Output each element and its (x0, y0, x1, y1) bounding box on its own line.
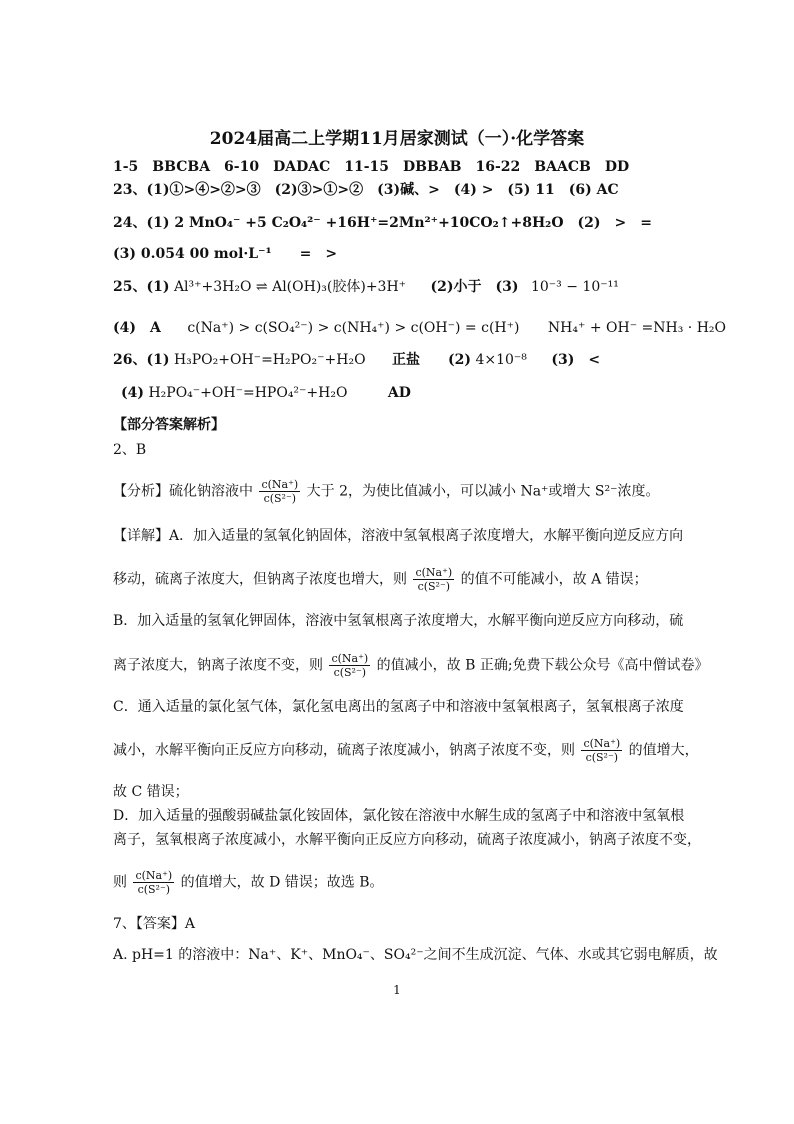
ratio-denominator: c(S²⁻) (585, 751, 619, 764)
q25-4-prefix: (4) A (113, 320, 161, 336)
q26-4-answer: AD (387, 385, 411, 401)
q25-prefix: 25、(1) (113, 279, 170, 295)
q23-answers: 23、(1)①>④>②>③ (2)③>①>② (3)碱、> (4) > (5) 11 (6) AC (113, 182, 619, 198)
concentration-ratio (413, 566, 454, 593)
q26-answers-line2 (121, 383, 411, 403)
q25-hydrolysis-equation: Al³⁺+3H₂O ⇌ Al(OH)₃(胶体)+3H⁺ (173, 279, 407, 295)
concentration-ratio (259, 478, 300, 505)
concentration-ratio (133, 869, 174, 896)
q26-4-equation: H₂PO₄⁻+OH⁻=HPO₄²⁻+H₂O (148, 385, 348, 401)
q26-equation: H₃PO₂+OH⁻=H₂PO₂⁻+H₂O (173, 352, 366, 368)
concentration-ratio (581, 737, 622, 764)
option-b-line2 (113, 652, 709, 679)
option-c-text2: 的值增大， (628, 742, 699, 759)
option-d-line1: D．加入适量的强酸弱碱盐氯化铵固体，氯化铵在溶液中水解生成的氢离子中和溶液中氢氧根 (113, 808, 685, 824)
q7-answer: 7、【答案】A (113, 916, 196, 932)
q2-analysis (113, 478, 659, 505)
ratio-numerator: c(Na⁺) (583, 737, 621, 750)
analysis-text-b: 大于 2，为使比值减小，可以减小 Na⁺或增大 S²⁻浓度。 (306, 483, 660, 500)
option-c-line3: 故 C 错误； (113, 784, 189, 800)
ratio-denominator: c(S²⁻) (417, 580, 451, 593)
q26-part3: (3) < (551, 352, 601, 368)
detail-a-line1: 【详解】A．加入适量的氢氧化钠固体，溶液中氢氧根离子浓度增大，水解平衡向逆反应方向 (113, 528, 684, 544)
q26-answers-line1 (113, 350, 600, 370)
option-b-text1: 离子浓度大，钠离子浓度不变，则 (113, 657, 323, 674)
option-c-text1: 减小，水解平衡向正反应方向移动，硫离子浓度减小，钠离子浓度不变，则 (113, 742, 575, 759)
detail-a-line2 (113, 566, 648, 593)
option-c-line2 (113, 737, 699, 764)
option-c-line1: C．通入适量的氯化氢气体，氯化氢电离出的氢离子中和溶液中氢氧根离子，氢氧根离子浓度 (113, 699, 684, 715)
ratio-denominator: c(S²⁻) (137, 883, 171, 896)
q26-value: 4×10⁻⁸ (475, 352, 527, 368)
option-d-line2: 离子，氢氧根离子浓度减小，水解平衡向正反应方向移动，硫离子浓度减小，钠离子浓度不变， (113, 832, 701, 848)
ratio-numerator: c(Na⁺) (135, 869, 173, 882)
q25-concentration-order: c(Na⁺) > c(SO₄²⁻) > c(NH₄⁺) > c(OH⁻) = c(H⁺) (187, 320, 520, 336)
q25-ionic-equation: NH₄⁺ + OH⁻ =NH₃ · H₂O (547, 320, 726, 336)
concentration-ratio (329, 652, 370, 679)
option-d-text2: 的值增大，故 D 错误；故选 B。 (180, 874, 384, 891)
q25-rest: (2)小于 (3) (430, 279, 519, 295)
q25-answers-line2 (113, 318, 726, 338)
ratio-numerator: c(Na⁺) (331, 652, 369, 665)
detail-a-text1: 移动，硫离子浓度大，但钠离子浓度也增大，则 (113, 571, 407, 588)
q25-value: 10⁻³ − 10⁻¹¹ (530, 279, 619, 295)
ratio-numerator: c(Na⁺) (261, 478, 299, 491)
ratio-numerator: c(Na⁺) (415, 566, 453, 579)
q26-prefix: 26、(1) (113, 352, 170, 368)
page-title: 2024届高二上学期11月居家测试（一）·化学答案 (209, 129, 585, 149)
q26-rest: 正盐 (2) (392, 352, 472, 368)
analysis-text-a: 【分析】硫化钠溶液中 (113, 483, 253, 500)
option-d-text1: 则 (113, 874, 127, 891)
q25-answers-line1 (113, 277, 619, 297)
mc-answers: 1-5 BBCBA 6-10 DADAC 11-15 DBBAB 16-22 BAACB DD (113, 159, 630, 175)
option-b-line1: B．加入适量的氢氧化钾固体，溶液中氢氧根离子浓度增大，水解平衡向逆反应方向移动，硫 (113, 613, 684, 629)
detail-a-text2: 的值不可能减小，故 A 错误； (460, 571, 648, 588)
option-b-text2: 的值减小，故 B 正确;免费下载公众号《高中僧试卷》 (376, 657, 709, 674)
ratio-denominator: c(S²⁻) (333, 666, 367, 679)
page-number: 1 (393, 983, 401, 997)
q26-4-prefix: (4) (121, 385, 144, 401)
ratio-denominator: c(S²⁻) (263, 492, 297, 505)
q7-option-a: A. pH=1 的溶液中：Na⁺、K⁺、MnO₄⁻、SO₄²⁻之间不生成沉淀、气体、水或其它弱电解质，故 (113, 947, 718, 963)
q24-answers-line2: (3) 0.054 00 mol·L⁻¹ = > (113, 246, 338, 262)
q24-answers-line1: 24、(1) 2 MnO₄⁻ +5 C₂O₄²⁻ +16H⁺=2Mn²⁺+10CO₂↑+8H₂O (2) > = (113, 215, 652, 231)
q2-answer: 2、B (113, 442, 147, 458)
analysis-header: 【部分答案解析】 (113, 417, 225, 433)
option-d-line3 (113, 869, 384, 896)
